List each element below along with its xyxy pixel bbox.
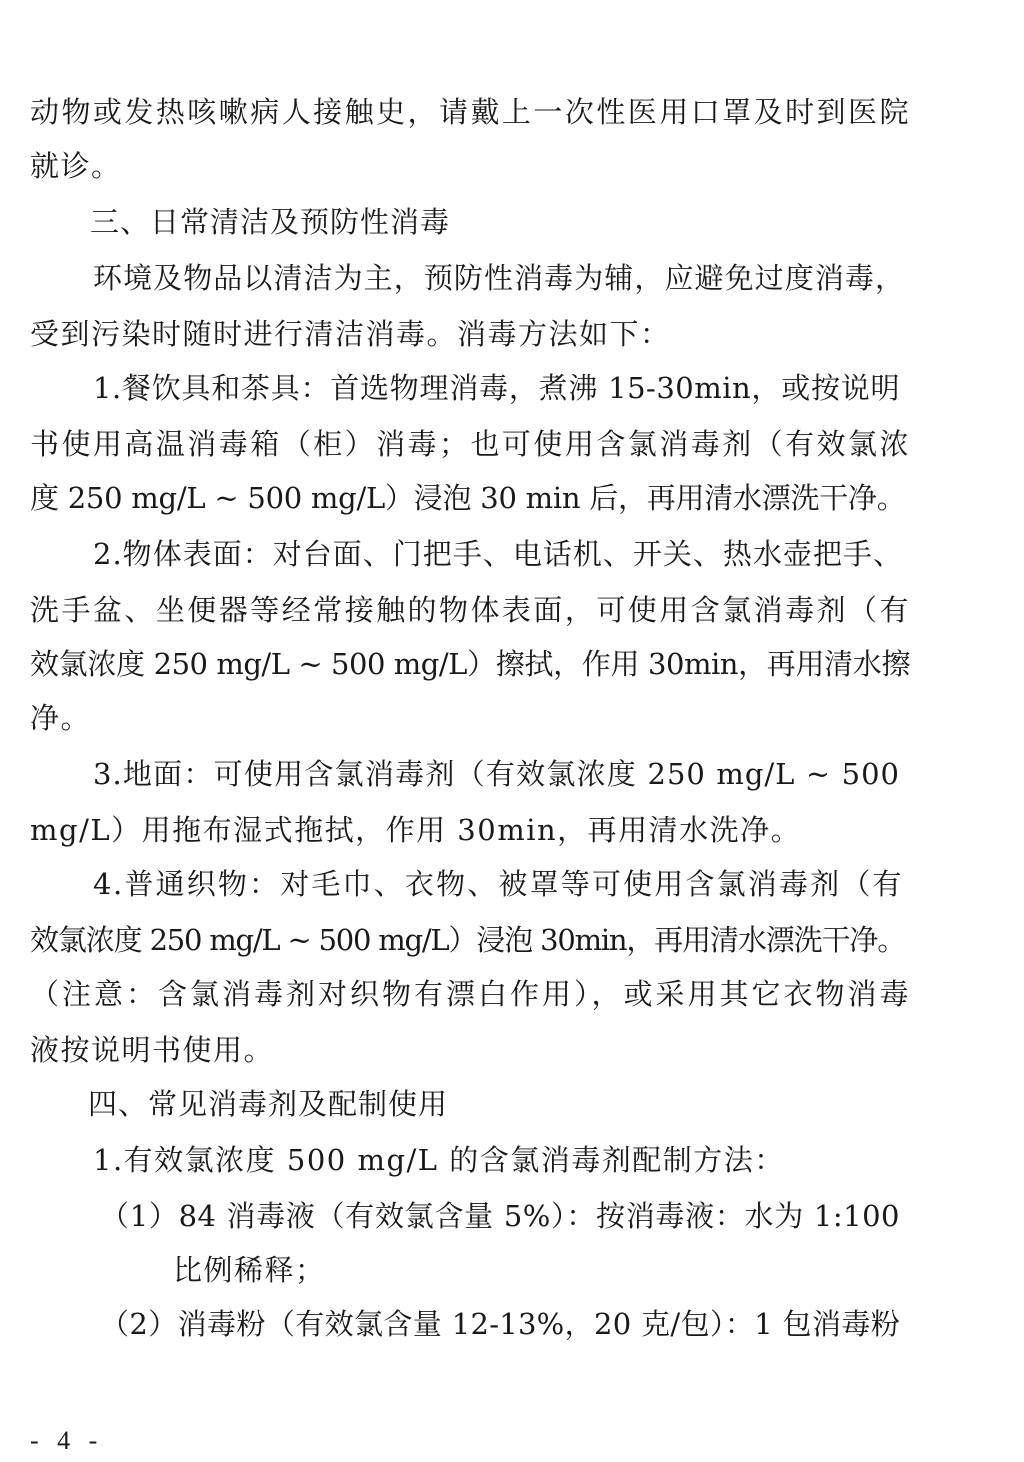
body-text-line: 比例稀释； bbox=[173, 1253, 326, 1287]
body-text-line: （2）消毒粉（有效氯含量 12-13%，20 克/包）：1 包消毒粉 bbox=[100, 1307, 900, 1341]
body-text-line: 洗手盆、坐便器等经常接触的物体表面，可使用含氯消毒剂（有 bbox=[30, 593, 910, 627]
body-text-line: 受到污染时随时进行清洁消毒。消毒方法如下： bbox=[30, 317, 671, 351]
body-text-line: 效氯浓度 250 mg/L ~ 500 mg/L）擦拭，作用 30min，再用清水擦 bbox=[30, 647, 910, 681]
body-text-line: 1.有效氯浓度 500 mg/L 的含氯消毒剂配制方法： bbox=[93, 1143, 785, 1177]
body-text-line: 1.餐饮具和茶具：首选物理消毒，煮沸 15-30min，或按说明 bbox=[93, 371, 900, 405]
body-text-line: 效氯浓度 250 mg/L ~ 500 mg/L）浸泡 30min，再用清水漂洗干净。 bbox=[30, 923, 905, 957]
body-text-line: mg/L）用拖布湿式拖拭，作用 30min，再用清水洗净。 bbox=[30, 813, 802, 847]
body-text-line: 度 250 mg/L ~ 500 mg/L）浸泡 30 min 后，再用清水漂洗干净。 bbox=[30, 481, 906, 515]
body-text-line: 环境及物品以清洁为主，预防性消毒为辅，应避免过度消毒， bbox=[93, 261, 905, 295]
body-text-line: （1）84 消毒液（有效氯含量 5%）：按消毒液：水为 1:100 bbox=[100, 1199, 900, 1233]
body-text-line: （注意：含氯消毒剂对织物有漂白作用），或采用其它衣物消毒 bbox=[30, 977, 910, 1011]
body-text-line: 2.物体表面：对台面、门把手、电话机、开关、热水壶把手、 bbox=[93, 537, 903, 571]
body-text-line: 净。 bbox=[30, 701, 92, 735]
body-text-line: 液按说明书使用。 bbox=[30, 1033, 275, 1067]
body-text-line: 就诊。 bbox=[30, 149, 122, 183]
body-text-line: 书使用高温消毒箱（柜）消毒；也可使用含氯消毒剂（有效氯浓 bbox=[30, 427, 910, 461]
body-text-line: 动物或发热咳嗽病人接触史，请戴上一次性医用口罩及时到医院 bbox=[30, 95, 910, 129]
section-heading-3: 三、日常清洁及预防性消毒 bbox=[90, 205, 451, 239]
body-text-line: 3.地面：可使用含氯消毒剂（有效氯浓度 250 mg/L ~ 500 bbox=[93, 757, 900, 791]
body-text-line: 4.普通织物：对毛巾、衣物、被罩等可使用含氯消毒剂（有 bbox=[93, 867, 903, 901]
section-heading-4: 四、常见消毒剂及配制使用 bbox=[88, 1087, 449, 1121]
page-number: - 4 - bbox=[30, 1426, 104, 1455]
